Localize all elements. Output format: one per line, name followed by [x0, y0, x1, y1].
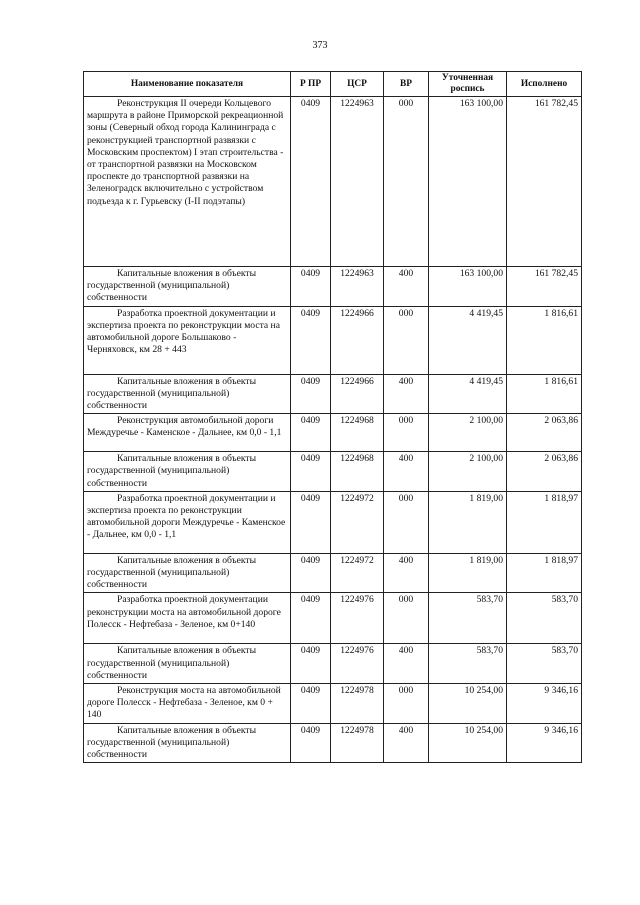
cell-name: Разработка проектной документации и экспертиза проекта по реконструкции моста на автомобильной дороге Большаково - Черняховск, км 28 + 443: [84, 306, 291, 374]
cell-name: Капитальные вложения в объекты государственной (муниципальной) собственности: [84, 723, 291, 763]
budget-table: [83, 71, 582, 763]
table-row: [84, 684, 582, 724]
cell-plan: 10 254,00: [429, 684, 507, 724]
cell-name: Реконструкция моста на автомобильной дороге Полесск - Нефтебаза - Зеленое, км 0 + 140: [84, 684, 291, 724]
cell-name: Разработка проектной документации реконструкции моста на автомобильной дороге Полесск - Нефтебаза - Зеленое, км 0+140: [84, 593, 291, 644]
cell-name: Реконструкция II очереди Кольцевого маршрута в районе Приморской рекреационной зоны (Северный обход города Калининграда с реконструкцией транспортной развязки с Московским проспектом) I этап строительства - от транспортной развязки на Московском проспекте до транспортной развязки на Зеленоградск включительно с устройством подъезда к г. Гурьевску (I-II подэтапы): [84, 97, 291, 267]
cell-vr: 000: [384, 491, 429, 553]
cell-csr: 1224966: [331, 306, 384, 374]
cell-name: Капитальные вложения в объекты государственной (муниципальной) собственности: [84, 644, 291, 684]
table-row: [84, 593, 582, 644]
header-exec: Исполнено: [507, 72, 582, 97]
header-csr: ЦСР: [331, 72, 384, 97]
cell-plan: 1 819,00: [429, 491, 507, 553]
cell-name: Капитальные вложения в объекты государственной (муниципальной) собственности: [84, 452, 291, 492]
page-number: 373: [312, 40, 328, 51]
cell-exec: 1 816,61: [507, 374, 582, 414]
table-row: [84, 414, 582, 452]
cell-plan: 2 100,00: [429, 414, 507, 452]
table-row: [84, 97, 582, 267]
cell-name: Капитальные вложения в объекты государственной (муниципальной) собственности: [84, 374, 291, 414]
cell-exec: 583,70: [507, 644, 582, 684]
header-rpr: Р ПР: [291, 72, 331, 97]
cell-exec: 9 346,16: [507, 723, 582, 763]
cell-rpr: 0409: [291, 374, 331, 414]
cell-rpr: 0409: [291, 491, 331, 553]
cell-vr: 400: [384, 267, 429, 307]
cell-csr: 1224972: [331, 491, 384, 553]
cell-rpr: 0409: [291, 644, 331, 684]
table-row: [84, 644, 582, 684]
table-row: [84, 374, 582, 414]
cell-csr: 1224978: [331, 684, 384, 724]
cell-csr: 1224976: [331, 644, 384, 684]
cell-rpr: 0409: [291, 452, 331, 492]
table-row: [84, 723, 582, 763]
cell-plan: 1 819,00: [429, 553, 507, 593]
table-header-row: [84, 72, 582, 97]
cell-exec: 583,70: [507, 593, 582, 644]
cell-rpr: 0409: [291, 593, 331, 644]
cell-rpr: 0409: [291, 97, 331, 267]
cell-csr: 1224976: [331, 593, 384, 644]
cell-exec: 9 346,16: [507, 684, 582, 724]
cell-vr: 400: [384, 452, 429, 492]
cell-vr: 000: [384, 306, 429, 374]
header-plan: Уточненная роспись: [429, 72, 507, 97]
header-name: Наименование показателя: [84, 72, 291, 97]
cell-exec: 161 782,45: [507, 267, 582, 307]
cell-exec: 1 818,97: [507, 553, 582, 593]
cell-rpr: 0409: [291, 306, 331, 374]
cell-plan: 4 419,45: [429, 306, 507, 374]
cell-csr: 1224968: [331, 452, 384, 492]
cell-vr: 000: [384, 97, 429, 267]
table-row: [84, 306, 582, 374]
cell-vr: 000: [384, 414, 429, 452]
cell-exec: 1 818,97: [507, 491, 582, 553]
cell-name: Реконструкция автомобильной дороги Междуречье - Каменское - Дальнее, км 0,0 - 1,1: [84, 414, 291, 452]
cell-plan: 4 419,45: [429, 374, 507, 414]
cell-rpr: 0409: [291, 684, 331, 724]
cell-vr: 000: [384, 593, 429, 644]
header-vr: ВР: [384, 72, 429, 97]
cell-csr: 1224963: [331, 267, 384, 307]
cell-vr: 400: [384, 553, 429, 593]
cell-plan: 2 100,00: [429, 452, 507, 492]
table-row: [84, 267, 582, 307]
cell-exec: 1 816,61: [507, 306, 582, 374]
cell-vr: 400: [384, 374, 429, 414]
cell-vr: 400: [384, 723, 429, 763]
table-row: [84, 452, 582, 492]
table-row: [84, 491, 582, 553]
cell-exec: 2 063,86: [507, 414, 582, 452]
cell-vr: 400: [384, 644, 429, 684]
cell-plan: 583,70: [429, 593, 507, 644]
table-body: [84, 97, 582, 763]
table-row: [84, 553, 582, 593]
cell-rpr: 0409: [291, 267, 331, 307]
cell-csr: 1224966: [331, 374, 384, 414]
cell-csr: 1224963: [331, 97, 384, 267]
cell-name: Разработка проектной документации и экспертиза проекта по реконструкции автомобильной дороги Междуречье - Каменское - Дальнее, км 0,0 - 1,1: [84, 491, 291, 553]
cell-plan: 10 254,00: [429, 723, 507, 763]
cell-csr: 1224968: [331, 414, 384, 452]
cell-csr: 1224972: [331, 553, 384, 593]
cell-csr: 1224978: [331, 723, 384, 763]
cell-rpr: 0409: [291, 414, 331, 452]
cell-plan: 163 100,00: [429, 97, 507, 267]
cell-exec: 161 782,45: [507, 97, 582, 267]
cell-plan: 583,70: [429, 644, 507, 684]
cell-exec: 2 063,86: [507, 452, 582, 492]
cell-plan: 163 100,00: [429, 267, 507, 307]
cell-name: Капитальные вложения в объекты государственной (муниципальной) собственности: [84, 553, 291, 593]
cell-name: Капитальные вложения в объекты государственной (муниципальной) собственности: [84, 267, 291, 307]
cell-rpr: 0409: [291, 723, 331, 763]
cell-rpr: 0409: [291, 553, 331, 593]
cell-vr: 000: [384, 684, 429, 724]
